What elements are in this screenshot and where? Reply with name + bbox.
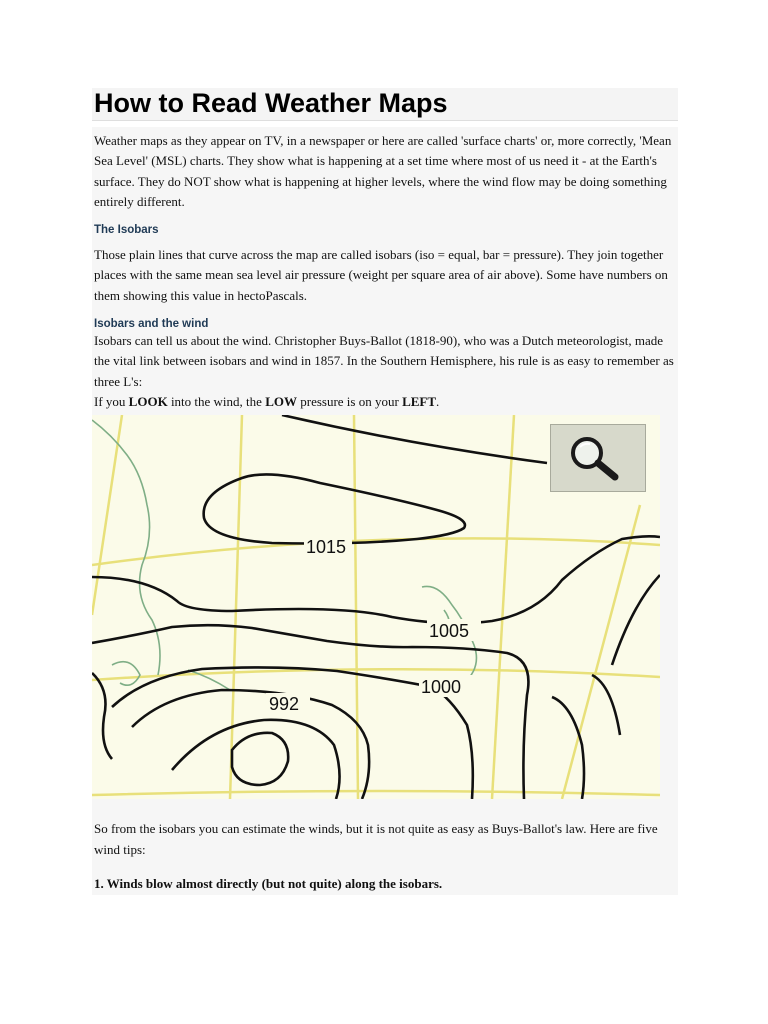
after-map-paragraph: So from the isobars you can estimate the winds, but it is not quite as easy as Buys-Ballot's law. Here are five wind tips: — [94, 821, 658, 857]
map-coastline — [92, 420, 476, 691]
article-content — [92, 127, 678, 895]
label-1005: 1005 — [429, 621, 470, 642]
wind-heading: Isobars and the wind — [94, 318, 209, 331]
zoom-button[interactable] — [550, 424, 646, 492]
label-992: 992 — [269, 694, 300, 715]
wind-tip-1: 1. Winds blow almost directly (but not quite) along the isobars. — [94, 875, 443, 891]
magnifier-icon — [565, 435, 635, 483]
weather-map-image — [92, 415, 660, 799]
isobars-paragraph: Those plain lines that curve across the map are called isobars (iso = equal, bar = pressure). They join together places with the same mean sea level air pressure (weight per square area of air above). Some have numbers on them showing this value in hectoPascals. — [94, 247, 668, 303]
wind-paragraph: Isobars can tell us about the wind. Christopher Buys-Ballot (1818-90), who was a Dutch meteorologist, made the vital link between isobars and wind in 1857. In the Southern Hemisphere, his rule is as easy to remember as three L's: — [94, 333, 674, 389]
rule-left: LEFT — [402, 393, 437, 409]
rule-low: LOW — [265, 393, 297, 409]
rule-look: LOOK — [128, 393, 168, 409]
label-1015: 1015 — [306, 537, 347, 558]
intro-paragraph: Weather maps as they appear on TV, in a newspaper or here are called 'surface charts' or, more correctly, 'Mean Sea Level' (MSL) charts. They show what is happening at a set time where most of us need it - at the Earth's surface. They do NOT show what is happening at higher levels, where the wind flow may be doing something entirely different. — [94, 133, 672, 209]
page-title: How to Read Weather Maps — [94, 88, 448, 118]
isobars-heading: The Isobars — [94, 224, 159, 237]
rule-paragraph: If you LOOK into the wind, the LOW pressure is on your LEFT. — [94, 393, 440, 409]
label-1000: 1000 — [421, 677, 462, 698]
title-bar — [92, 88, 678, 121]
isobar-labels — [266, 535, 481, 715]
document-page — [92, 88, 678, 895]
